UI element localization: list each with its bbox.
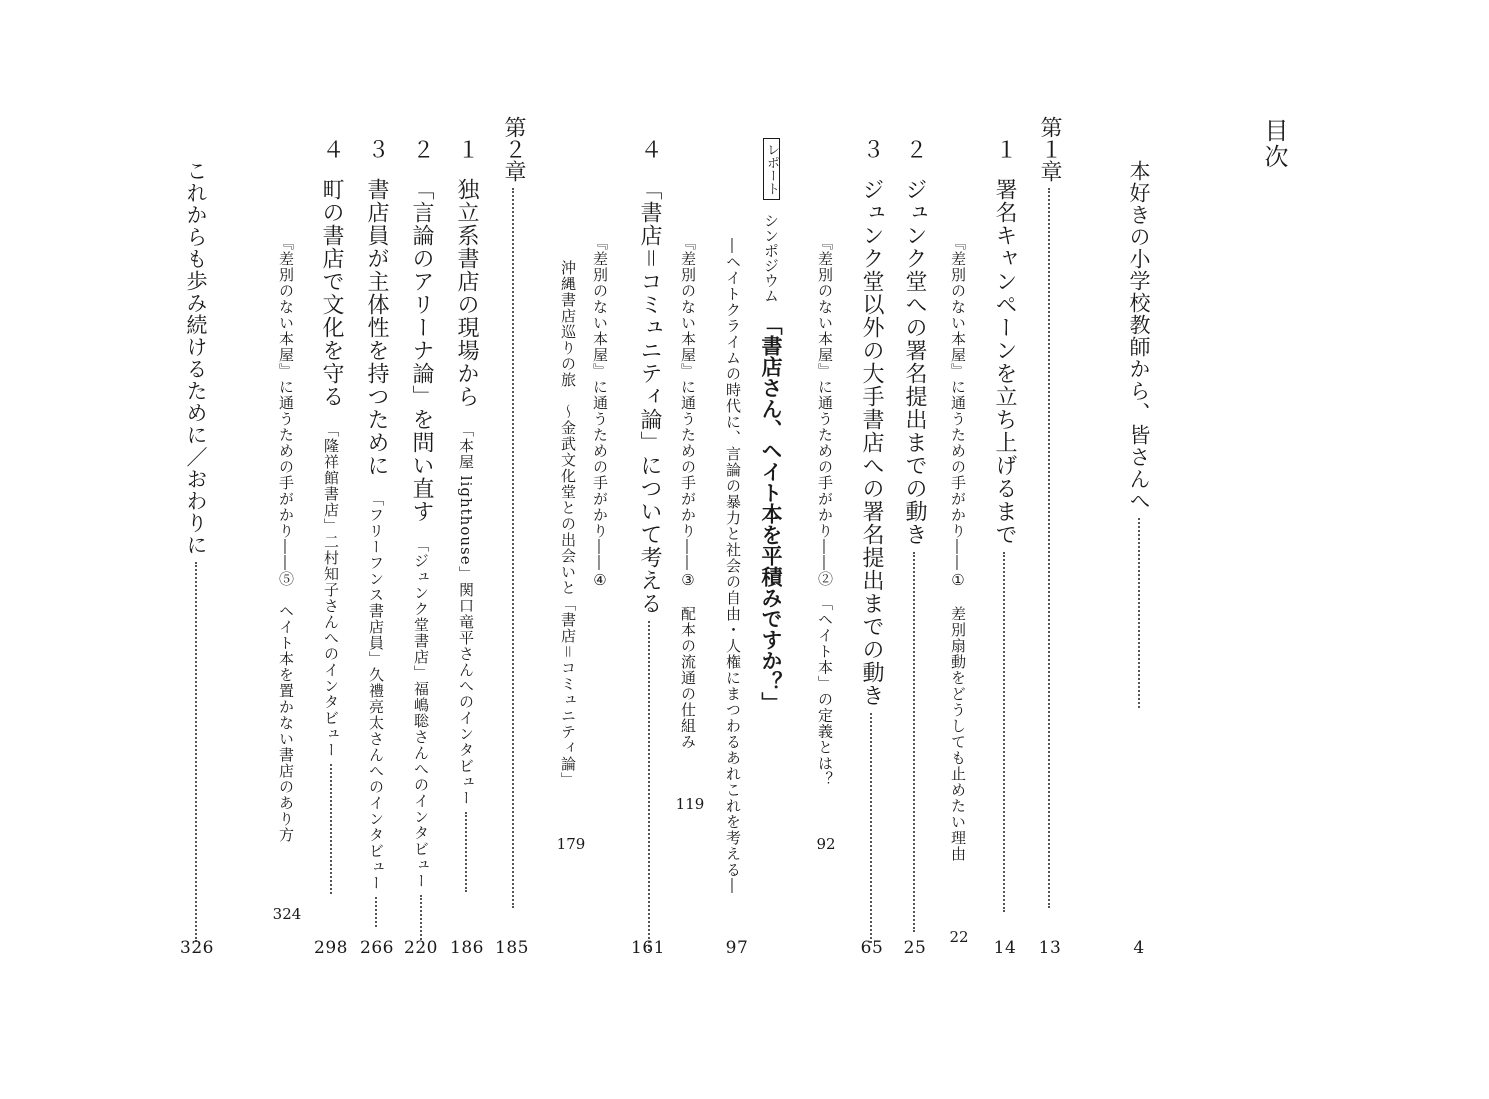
ch1-hint3-page: 119 [675, 795, 705, 813]
ch1-entry2-title[interactable] [903, 178, 925, 938]
ch1-hint4[interactable]: 『差別のない本屋』に通うための手がかり――④ [591, 235, 609, 590]
ch1-hint1[interactable]: 『差別のない本屋』に通うための手がかり――① 差別扇動をどうしても止めたい理由 [949, 235, 967, 862]
chapter1-label-text: 第１章 [1037, 116, 1062, 182]
chapter2-label[interactable] [502, 116, 524, 914]
ch2-entry2-page: 220 [404, 938, 438, 958]
report-subtitle: ―ヘイトクライムの時代に、言論の暴力と社会の自由・人権にまつわるあれこれを考える― [724, 238, 742, 894]
ch1-entry4-number: ４ [637, 138, 662, 160]
ch2-entry3-page: 266 [360, 938, 394, 958]
ch1-entry3-title-text: ジュンク堂以外の大手書店への署名提出までの動き [859, 178, 884, 707]
ch2-entry1-title: 独立系書店の現場から [454, 178, 479, 408]
chapter1-page: 13 [1038, 938, 1062, 958]
ch1-hint1-page: 22 [949, 928, 969, 946]
ch1-entry4-title[interactable] [638, 178, 660, 957]
ch1-hint2[interactable]: 『差別のない本屋』に通うための手がかり――② 「ヘイト本」の定義とは？ [816, 235, 834, 788]
ch1-hint2-page: 92 [816, 835, 836, 853]
ch2-entry1-sub: 「本屋 lighthouse」関口竜平さんへのインタビュー [457, 422, 475, 806]
chapter2-label-text: 第２章 [501, 116, 526, 182]
ch2-entry4-title: 町の書店で文化を守る [319, 178, 344, 408]
ch1-hint4-page: 179 [556, 835, 586, 853]
ch1-entry1-title-text: 署名キャンペーンを立ち上げるまで [992, 178, 1017, 546]
ch1-hint4-okinawa[interactable]: 沖縄書店巡りの旅 ～金武文化堂との出会いと「書店＝コミュニティ論」 [559, 260, 577, 789]
ch2-entry1[interactable] [455, 178, 477, 898]
ch2-entry2-title: 「言論のアリーナ論」を問い直す [409, 178, 434, 523]
ch2-hint5-page: 324 [272, 905, 302, 923]
ch2-entry1-number: １ [454, 138, 479, 160]
preface-title[interactable] [1128, 160, 1149, 714]
ch2-hint5[interactable]: 『差別のない本屋』に通うための手がかり――⑤ ヘイト本を置かない書店のあり方 [277, 235, 295, 843]
ch2-entry2[interactable] [410, 178, 432, 946]
ch1-entry1-title[interactable] [993, 178, 1015, 918]
preface-page: 4 [1133, 938, 1145, 958]
ch2-entry4-page: 298 [314, 938, 348, 958]
afterword[interactable] [185, 160, 206, 948]
ch1-entry4-title-text: 「書店＝コミュニティ論」について考える [637, 178, 662, 616]
ch1-entry3-title[interactable] [860, 178, 882, 949]
report-prefix: シンポジウム [762, 213, 780, 304]
report-line[interactable] [760, 138, 781, 713]
ch1-entry1-number: １ [992, 138, 1017, 160]
ch2-entry3-number: ３ [364, 138, 389, 160]
afterword-page: 326 [180, 938, 214, 958]
ch1-entry1-page: 14 [993, 938, 1017, 958]
preface-title-text: 本好きの小学校教師から、皆さんへ [1127, 160, 1151, 512]
ch2-entry3-sub: 「フリーフンス書店員」久禮亮太さんへのインタビュー [367, 491, 385, 892]
ch2-entry1-page: 186 [450, 938, 484, 958]
ch2-entry2-number: ２ [409, 138, 434, 160]
ch2-entry2-sub: 「ジュンク堂書店」福嶋聡さんへのインタビュー [412, 537, 430, 890]
ch2-entry3-title: 書店員が主体性を持つために [364, 178, 389, 477]
ch2-entry4[interactable] [320, 178, 342, 900]
chapter1-label[interactable] [1038, 116, 1060, 914]
report-title: 「書店さん、ヘイト本を平積みですか？」 [759, 314, 783, 714]
report-badge: レポート [763, 138, 780, 200]
ch1-entry2-number: ２ [902, 138, 927, 160]
chapter2-page: 185 [495, 938, 529, 958]
report-page: 97 [725, 938, 749, 958]
ch2-entry4-sub: 「隆祥館書店」二村知子さんへのインタビュー [322, 422, 340, 759]
afterword-title: これからも歩み続けるために／おわりに [184, 160, 208, 556]
ch1-entry3-number: ３ [859, 138, 884, 160]
ch1-hint3[interactable]: 『差別のない本屋』に通うための手がかり――③ 配本の流通の仕組み [679, 235, 697, 750]
toc-title: 目次 [1260, 118, 1288, 170]
ch1-entry4-page: 161 [631, 938, 665, 958]
ch1-entry2-page: 25 [903, 938, 927, 958]
ch1-entry2-title-text: ジュンク堂への署名提出までの動き [902, 178, 927, 546]
ch1-entry3-page: 65 [860, 938, 884, 958]
ch2-entry3[interactable] [365, 178, 387, 933]
ch2-entry4-number: ４ [319, 138, 344, 160]
